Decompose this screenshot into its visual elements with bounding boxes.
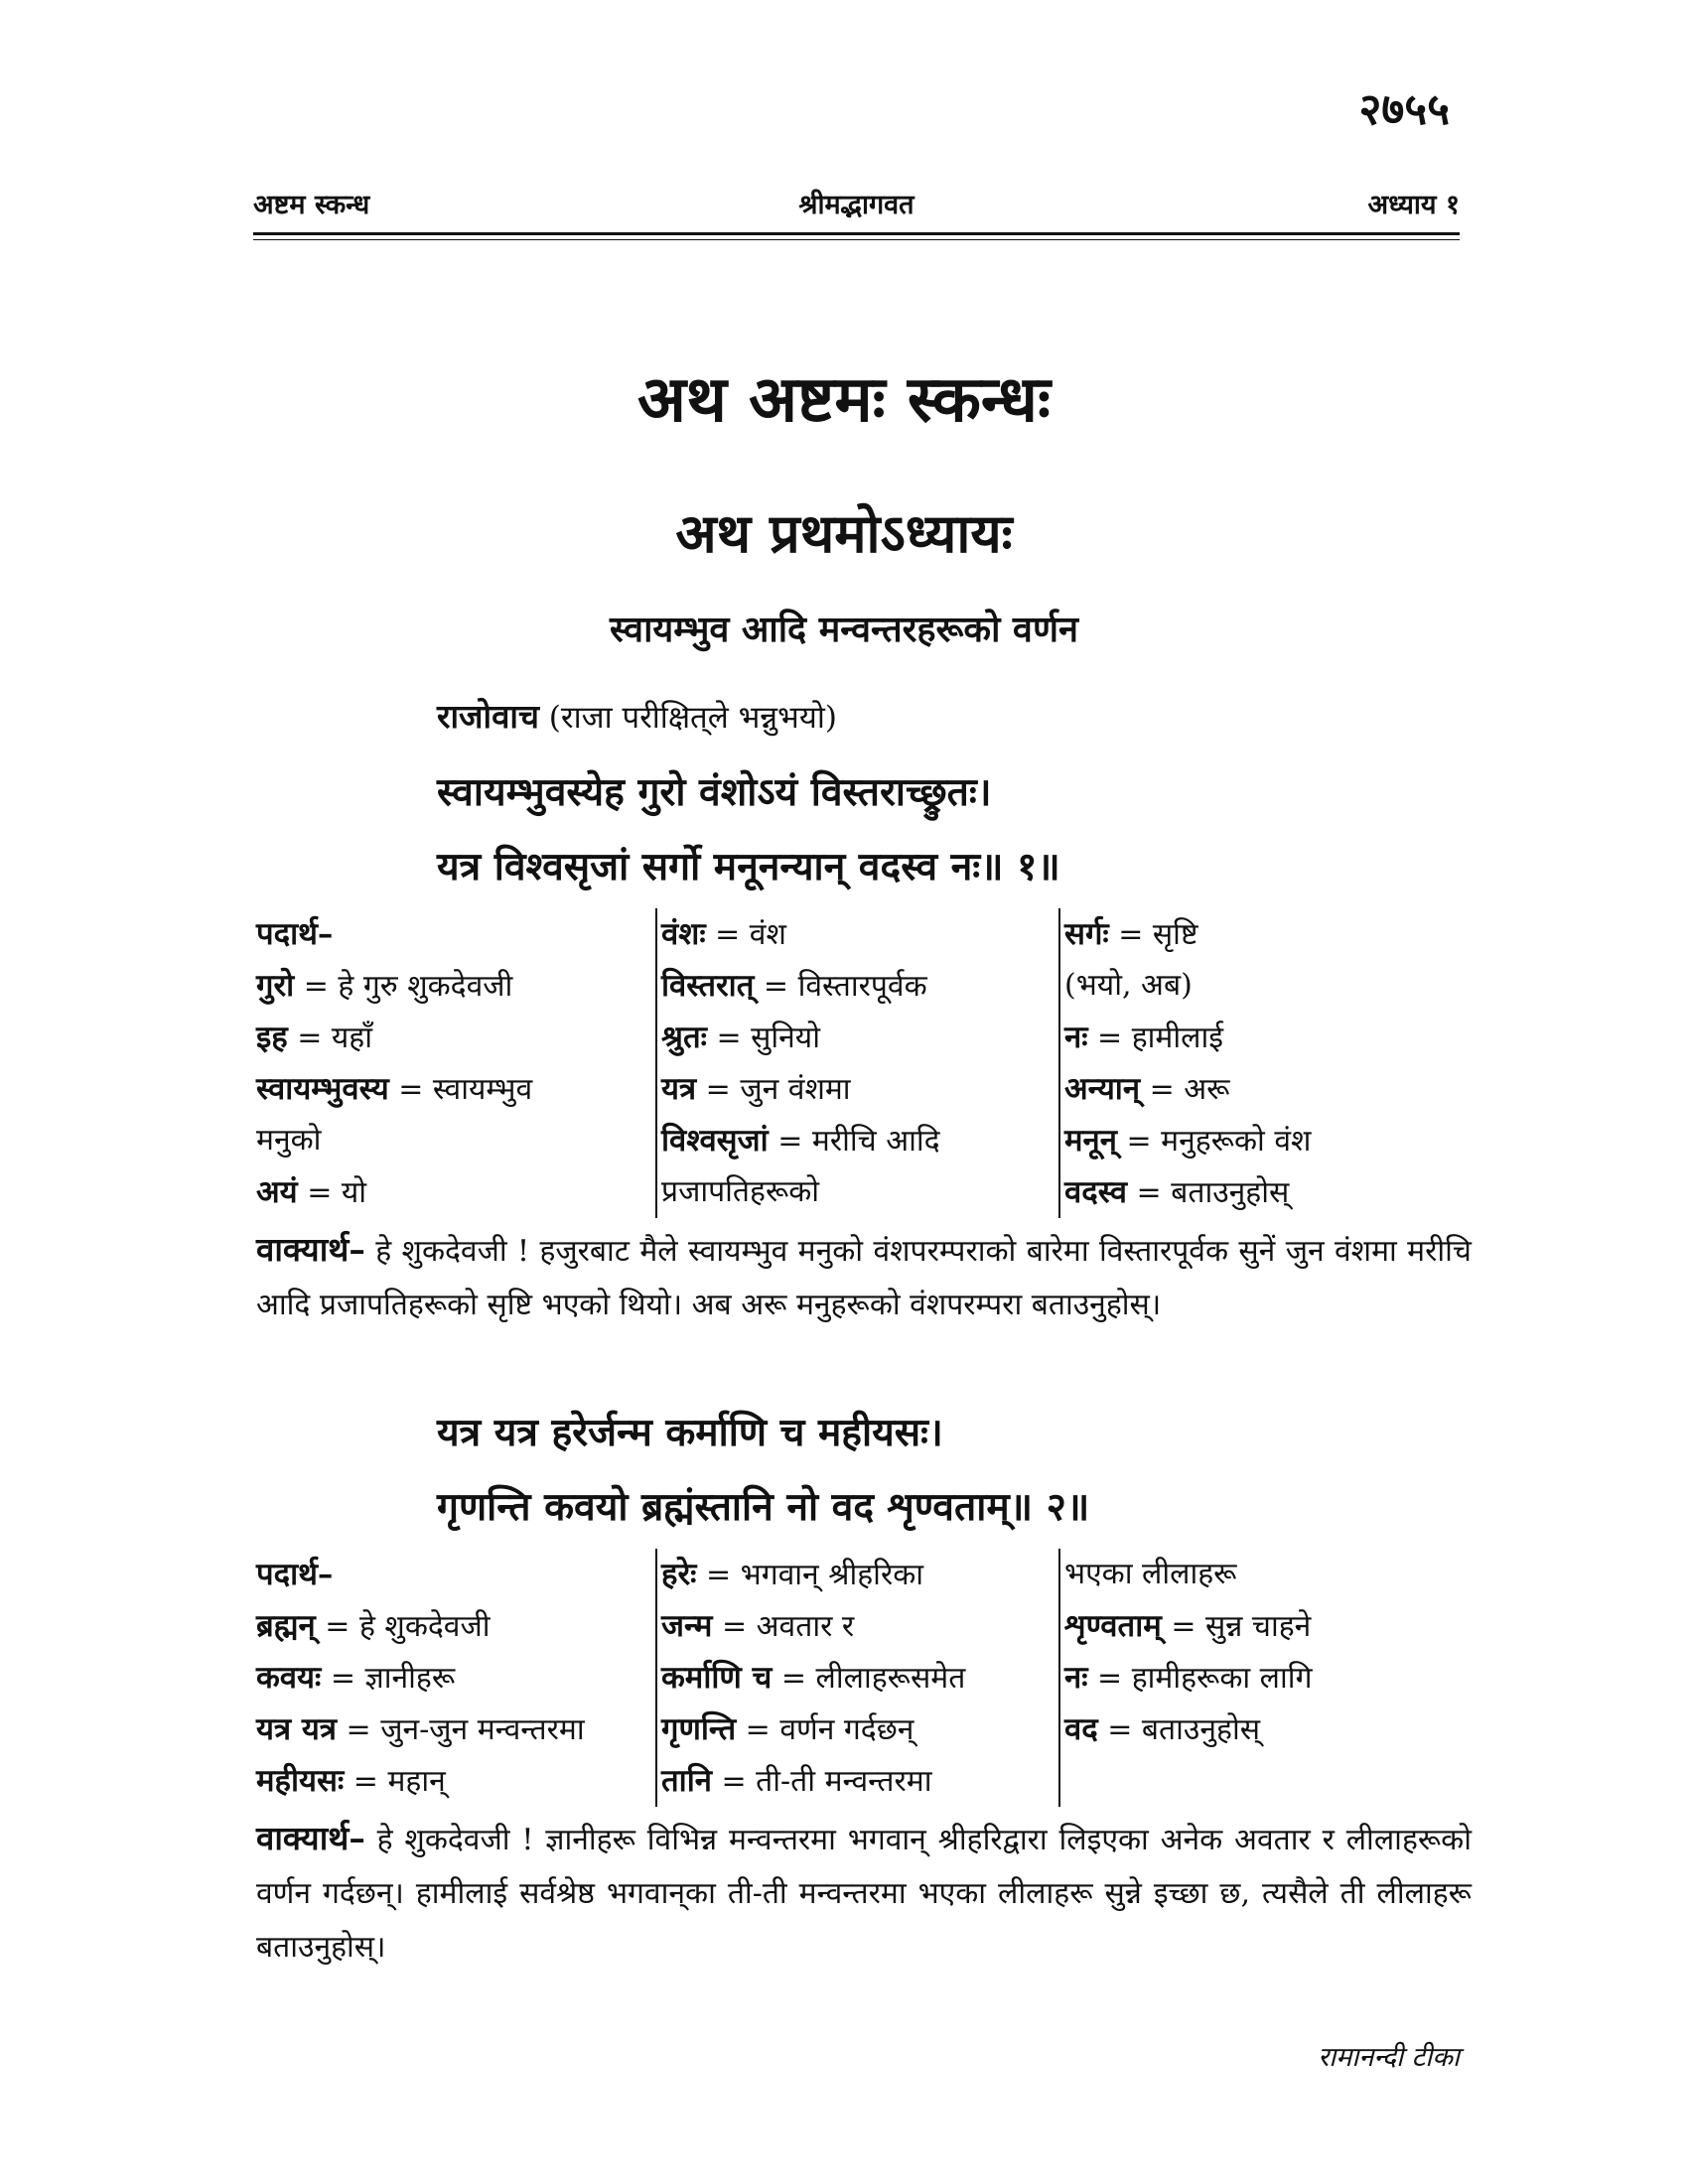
- gloss-row: कर्माणि च = लीलाहरूसमेत: [661, 1660, 966, 1696]
- gloss-row: गृणन्ति = वर्णन गर्दछन्: [661, 1711, 914, 1747]
- gloss-row: महीयसः = महान्: [256, 1763, 446, 1799]
- header-rule-thick: [253, 232, 1460, 235]
- gloss-row: भएका लीलाहरू: [1064, 1557, 1237, 1591]
- chapter-subtitle: स्वायम्भुव आदि मन्वन्तरहरूको वर्णन: [610, 609, 1078, 650]
- gloss-1-col-2: [655, 908, 1058, 1218]
- gloss-1-col-1: [256, 908, 653, 1218]
- gloss-row: यत्र = जुन वंशमा: [661, 1071, 851, 1107]
- gloss-row: श्रुतः = सुनियो: [661, 1020, 820, 1055]
- meaning-text: हे शुकदेवजी ! ज्ञानीहरू विभिन्न मन्वन्तरमा भगवान् श्रीहरिद्वारा लिइएका अनेक अवतार र लीलाहरूको वर्णन गर्दछन्। हामीलाई सर्वश्रेष्ठ भगवान्‌का ती-ती मन्वन्तरमा भएका लीलाहरू सुन्ने इच्छा छ, त्यसैले ती लीलाहरू बताउनुहोस्।: [256, 1823, 1472, 1965]
- speaker-line: [437, 693, 837, 738]
- chapter-title: अथ प्रथमोऽध्यायः: [675, 501, 1013, 565]
- speaker-note: (राजा परीक्षित्‌ले भन्नुभयो): [548, 700, 837, 736]
- verse-1-line-1: स्वायम्भुवस्येह गुरो वंशोऽयं विस्तराच्छ्रुतः।: [437, 769, 992, 815]
- verse-2-line-2: गृणन्ति कवयो ब्रह्मंस्तानि नो वद शृण्वताम्॥ २॥: [437, 1484, 1090, 1530]
- gloss-heading: पदार्थ–: [256, 916, 334, 952]
- verse-2-line-1: यत्र यत्र हरेर्जन्म कर्माणि च महीयसः।: [437, 1410, 943, 1455]
- gloss-row: नः = हामीलाई: [1064, 1020, 1223, 1055]
- speaker-name: राजोवाच: [437, 697, 539, 736]
- gloss-row: इह = यहाँ: [256, 1020, 373, 1055]
- gloss-heading: पदार्थ–: [256, 1557, 334, 1592]
- meaning-label: वाक्यार्थ–: [256, 1819, 365, 1857]
- gloss-2-col-1: [256, 1549, 653, 1807]
- footer-text: रामानन्दी टीका: [1318, 2042, 1460, 2073]
- gloss-row: विस्तरात् = विस्तारपूर्वक: [661, 968, 927, 1004]
- meaning-2: [256, 1812, 1472, 1975]
- gloss-row: अयं = यो: [256, 1174, 367, 1210]
- header-right: अध्याय १: [1367, 190, 1460, 220]
- meaning-label: वाक्यार्थ–: [256, 1230, 365, 1269]
- header-center: श्रीमद्भागवत: [798, 190, 914, 220]
- gloss-row: सर्गः = सृष्टि: [1064, 916, 1198, 952]
- gloss-row: वदस्व = बताउनुहोस्: [1064, 1174, 1290, 1210]
- header-rule-thin: [253, 239, 1460, 240]
- gloss-1-col-3: [1058, 908, 1481, 1218]
- gloss-row: मनुको: [256, 1123, 322, 1158]
- gloss-2-col-2: [655, 1549, 1058, 1807]
- gloss-2-col-3: [1058, 1549, 1481, 1807]
- gloss-row: कवयः = ज्ञानीहरू: [256, 1660, 456, 1696]
- skandha-title: अथ अष्टमः स्कन्धः: [637, 362, 1051, 437]
- gloss-row: स्वायम्भुवस्य = स्वायम्भुव: [256, 1071, 533, 1107]
- gloss-row: अन्यान् = अरू: [1064, 1071, 1230, 1107]
- gloss-row: तानि = ती-ती मन्वन्तरमा: [661, 1763, 932, 1799]
- gloss-row: गुरो = हे गुरु शुकदेवजी: [256, 968, 513, 1004]
- meaning-1: [256, 1223, 1472, 1332]
- verse-1-line-2: यत्र विश्वसृजां सर्गो मनूनन्यान् वदस्व नः॥ १॥: [437, 844, 1060, 889]
- header-left: अष्टम स्कन्ध: [253, 190, 370, 220]
- gloss-row: प्रजापतिहरूको: [661, 1174, 820, 1209]
- gloss-row: मनून् = मनुहरूको वंश: [1064, 1123, 1312, 1159]
- gloss-row: हरेः = भगवान् श्रीहरिका: [661, 1557, 924, 1592]
- gloss-row: विश्वसृजां = मरीचि आदि: [661, 1123, 940, 1159]
- gloss-row: शृण्वताम् = सुन्न चाहने: [1064, 1608, 1312, 1644]
- gloss-row: यत्र यत्र = जुन-जुन मन्वन्तरमा: [256, 1711, 585, 1747]
- gloss-row: वंशः = वंश: [661, 916, 786, 952]
- gloss-row: ब्रह्मन् = हे शुकदेवजी: [256, 1608, 491, 1644]
- meaning-text: हे शुकदेवजी ! हजुरबाट मैले स्वायम्भुव मनुको वंशपरम्पराको बारेमा विस्तारपूर्वक सुनें जुन वंशमा मरीचि आदि प्रजापतिहरूको सृष्टि भएको थियो। अब अरू मनुहरूको वंशपरम्परा बताउनुहोस्।: [256, 1234, 1472, 1322]
- gloss-row: जन्म = अवतार र: [661, 1608, 855, 1644]
- gloss-row: वद = बताउनुहोस्: [1064, 1711, 1260, 1747]
- page-number: २७५५: [1358, 84, 1450, 135]
- gloss-row: नः = हामीहरूका लागि: [1064, 1660, 1313, 1696]
- running-header: [253, 185, 1460, 232]
- gloss-row: (भयो, अब): [1064, 968, 1193, 1003]
